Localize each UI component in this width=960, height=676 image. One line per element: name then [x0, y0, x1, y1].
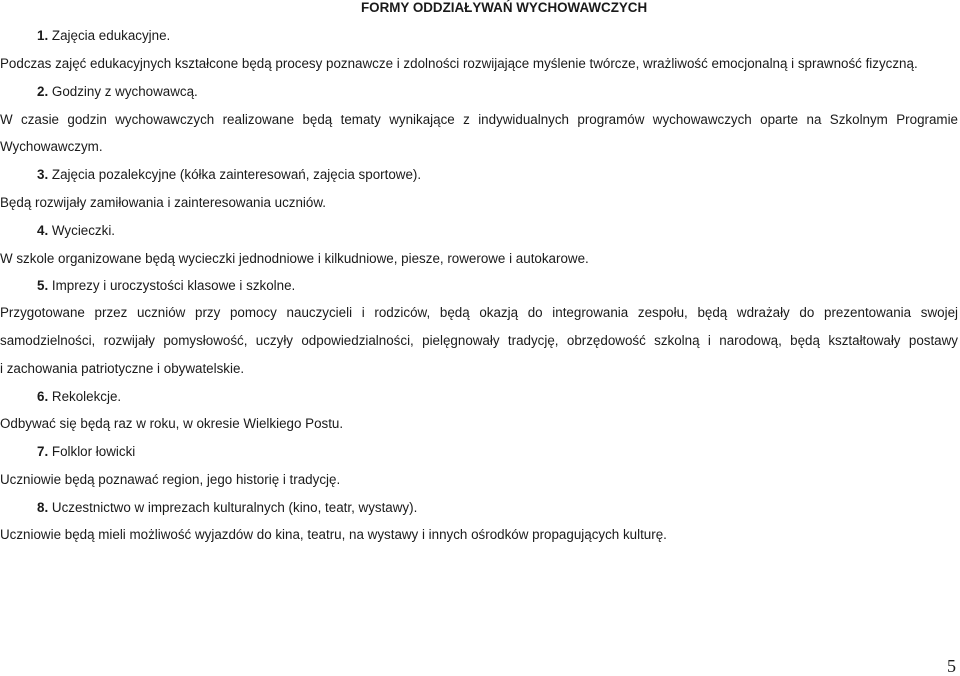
- section-text-1-line-1: Podczas zajęć edukacyjnych kształcone będą procesy poznawcze i zdolności rozwijające myślenie twórcze, wrażliwość emocjonalną i sprawność fizyczną.: [0, 56, 918, 71]
- section-heading-2: [37, 83, 198, 101]
- section-text-2-line-1: W czasie godzin wychowawczych realizowane będą tematy wynikające z indywidualnych programów wychowawczych oparte na Szkolnym Programie: [0, 112, 958, 127]
- section-title: Zajęcia pozalekcyjne (kółka zainteresowań, zajęcia sportowe).: [51, 167, 422, 182]
- section-number: 3.: [37, 167, 49, 182]
- page-number: 5: [947, 656, 956, 676]
- section-text-8-line-1: Uczniowie będą mieli możliwość wyjazdów do kina, teatru, na wystawy i innych ośrodków propagujących kulturę.: [0, 527, 667, 542]
- section-heading-5: [37, 277, 295, 295]
- section-text-4-line-1: W szkole organizowane będą wycieczki jednodniowe i kilkudniowe, piesze, rowerowe i autokarowe.: [0, 251, 589, 266]
- section-heading-7: [37, 443, 135, 461]
- section-text-5-line-2: samodzielności, rozwijały pomysłowość, uczyły odpowiedzialności, pielęgnowały tradycję, obrzędowość szkolną i narodową, będą kształtowały postawy: [0, 333, 958, 348]
- section-title: Zajęcia edukacyjne.: [51, 28, 171, 43]
- section-number: 5.: [37, 278, 49, 293]
- section-text-5-line-3: i zachowania patriotyczne i obywatelskie.: [0, 361, 245, 376]
- document-title: FORMY ODDZIAŁYWAŃ WYCHOWAWCZYCH: [361, 0, 648, 15]
- section-text-2-line-2: Wychowawczym.: [0, 139, 103, 154]
- section-number: 8.: [37, 500, 49, 515]
- section-number: 4.: [37, 223, 49, 238]
- section-heading-6: [37, 388, 121, 406]
- section-heading-1: [37, 27, 170, 45]
- section-text-3-line-1: Będą rozwijały zamiłowania i zainteresowania uczniów.: [0, 195, 326, 210]
- section-heading-3: [37, 166, 421, 184]
- section-text-5-line-1: Przygotowane przez uczniów przy pomocy nauczycieli i rodziców, będą okazją do integrowania zespołu, będą wdrażały do prezentowania swojej: [0, 305, 958, 320]
- section-number: 2.: [37, 84, 49, 99]
- section-number: 7.: [37, 444, 49, 459]
- section-heading-4: [37, 222, 115, 240]
- section-title: Rekolekcje.: [51, 389, 122, 404]
- section-title: Godziny z wychowawcą.: [51, 84, 198, 99]
- section-title: Uczestnictwo w imprezach kulturalnych (kino, teatr, wystawy).: [51, 500, 418, 515]
- section-text-7-line-1: Uczniowie będą poznawać region, jego historię i tradycję.: [0, 472, 341, 487]
- section-title: Folklor łowicki: [51, 444, 136, 459]
- section-number: 6.: [37, 389, 49, 404]
- section-number: 1.: [37, 28, 49, 43]
- section-title: Imprezy i uroczystości klasowe i szkolne.: [51, 278, 296, 293]
- section-text-6-line-1: Odbywać się będą raz w roku, w okresie Wielkiego Postu.: [0, 416, 344, 431]
- section-heading-8: [37, 499, 417, 517]
- section-title: Wycieczki.: [51, 223, 116, 238]
